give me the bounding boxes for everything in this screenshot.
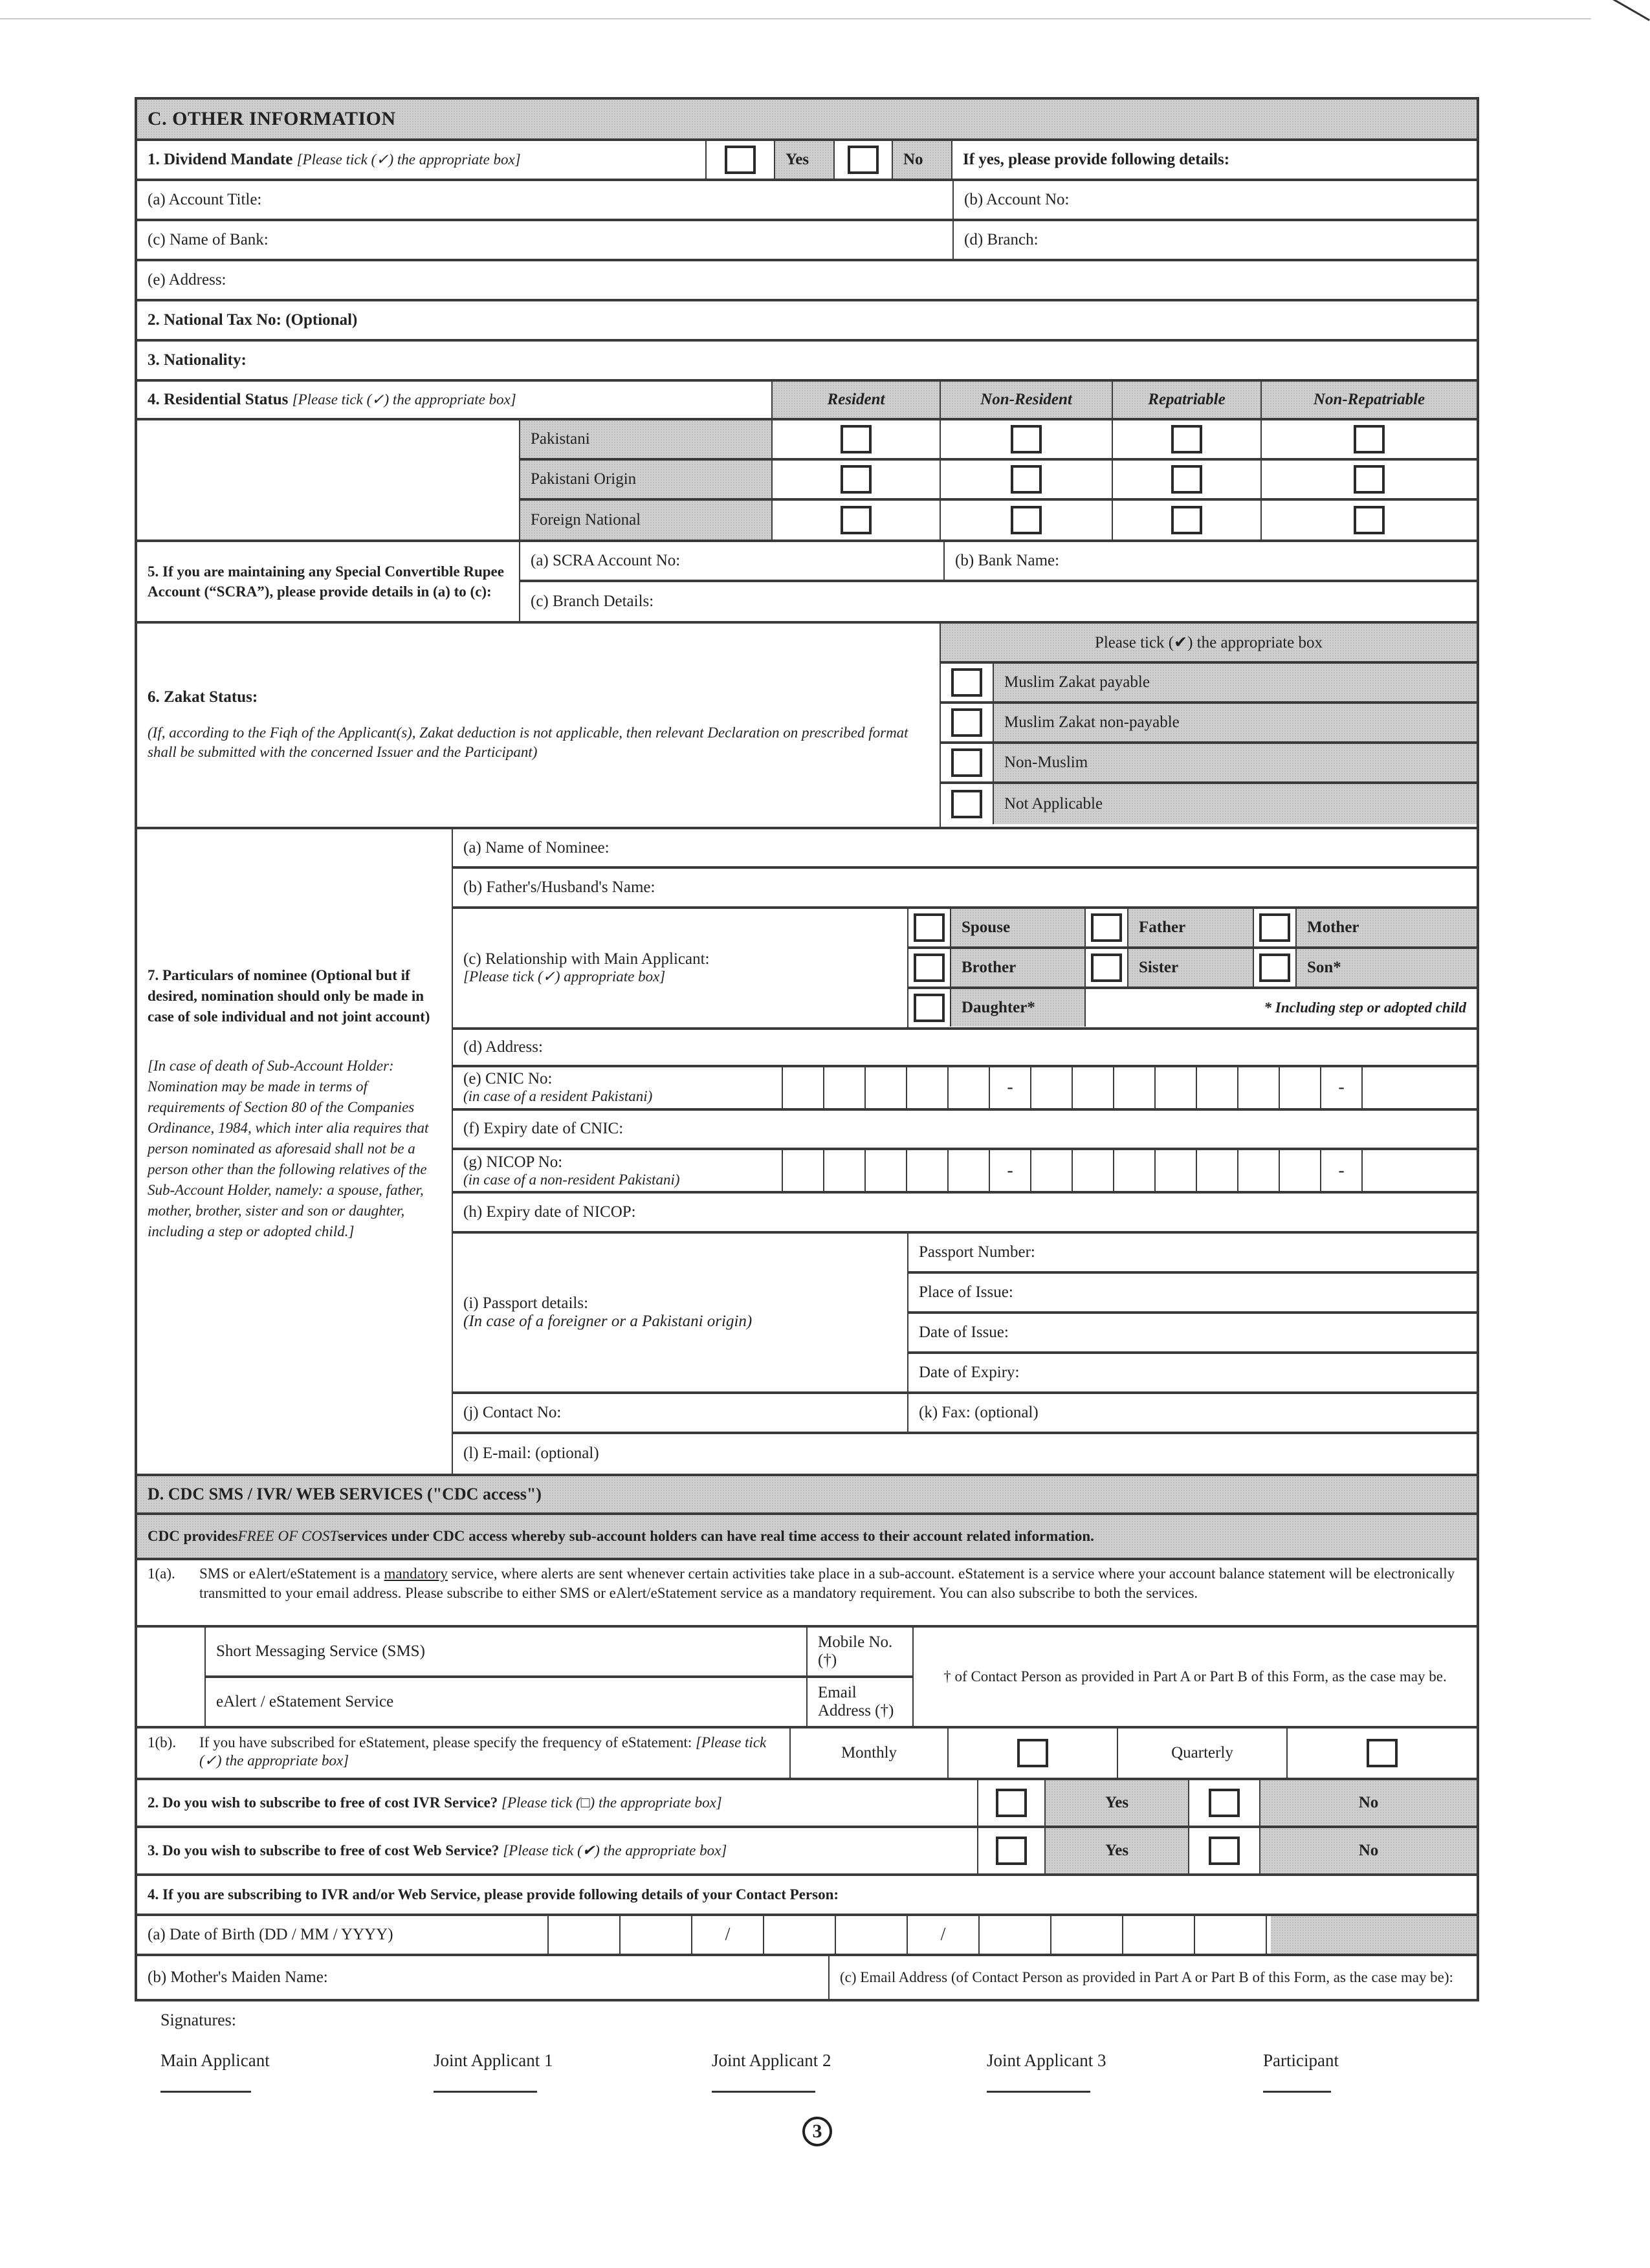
residential-checkbox[interactable]	[1171, 506, 1202, 534]
relationship-options-row	[908, 909, 1477, 949]
dob-box[interactable]	[764, 1916, 836, 1954]
residential-rows	[520, 420, 1477, 540]
zakat-box-cell	[941, 744, 994, 781]
dividend-no-checkbox[interactable]	[848, 146, 879, 174]
signature-line[interactable]	[712, 2091, 815, 2093]
digit-box[interactable]	[824, 1067, 866, 1108]
residential-status-grid	[137, 420, 1477, 542]
quarterly-box-cell	[1288, 1728, 1477, 1778]
bank-name-row	[137, 221, 1477, 261]
digit-box[interactable]	[907, 1067, 949, 1108]
zakat-options	[941, 624, 1477, 827]
nominee-fields	[453, 829, 1477, 1474]
residential-checkbox[interactable]	[1011, 465, 1042, 494]
relation-label-daughter: Daughter*	[951, 989, 1086, 1027]
service-options	[206, 1628, 914, 1726]
digit-box[interactable]	[1114, 1150, 1156, 1191]
residential-checkbox[interactable]	[1171, 425, 1202, 453]
nicop-hint: (in case of a non-resident Pakistani)	[463, 1171, 680, 1188]
ivr-yes-label: Yes	[1046, 1780, 1189, 1826]
passport-number-field[interactable]: Passport Number:	[919, 1243, 1035, 1261]
ivr-no-label: No	[1260, 1780, 1477, 1826]
dividend-yes-label: Yes	[775, 141, 835, 179]
digit-box[interactable]	[949, 1150, 990, 1191]
digit-box[interactable]: -	[1321, 1150, 1363, 1191]
ivr-question: 2. Do you wish to subscribe to free of cost IVR Service? [Please tick (□) the appropriate box]	[137, 1780, 978, 1826]
digit-box[interactable]	[1280, 1067, 1321, 1108]
account-title-row	[137, 181, 1477, 221]
zakat-tick-header-row	[941, 624, 1477, 664]
cnic-label: (e) CNIC No:	[463, 1070, 553, 1088]
nominee-label-cell	[137, 829, 453, 1474]
ealert-row	[206, 1678, 912, 1726]
residential-row-pakistani	[520, 420, 1477, 461]
passport-date-of-expiry-field[interactable]: Date of Expiry:	[919, 1363, 1020, 1381]
nicop-expiry-field[interactable]: (h) Expiry date of NICOP:	[463, 1203, 636, 1221]
passport-place-of-issue-field[interactable]: Place of Issue:	[919, 1283, 1013, 1301]
passport-label: (i) Passport details:	[463, 1294, 589, 1312]
relation-label-son: Son*	[1297, 949, 1477, 987]
section-d-intro-row	[137, 1515, 1477, 1560]
nominee-contact-row	[453, 1394, 1477, 1434]
signature-line[interactable]	[160, 2091, 251, 2093]
dividend-details-prompt: If yes, please provide following details:	[963, 151, 1230, 168]
nominee-section	[137, 829, 1477, 1476]
nominee-legal-note: [In case of death of Sub-Account Holder: Nomination may be made in terms of requirements of Section 80 of the Companies Ordinance, 1984, which inter alia requires that person nominated as aforesaid shall not be a person other than the following relatives of the Sub-Account Holder, namely: a spouse, father, mother, brother, sister and son or daughter, including a step or adopted child.]	[148, 1058, 429, 1239]
ivr-yes-box-cell	[978, 1780, 1046, 1826]
relation-checkbox-spouse[interactable]	[914, 913, 945, 942]
nominee-email-field[interactable]: (l) E-mail: (optional)	[463, 1445, 599, 1463]
zakat-option-label: Not Applicable	[994, 784, 1477, 824]
relation-checkbox-daughter[interactable]	[914, 994, 945, 1022]
sms-ealert-rows	[137, 1628, 1477, 1728]
dividend-mandate-row	[137, 141, 1477, 181]
relation-checkbox-father[interactable]	[1091, 913, 1122, 942]
scra-branch-field[interactable]: (c) Branch Details:	[531, 593, 654, 610]
dob-digit-boxes	[549, 1916, 1271, 1954]
nominee-email-row	[453, 1434, 1477, 1474]
digit-box[interactable]	[1031, 1067, 1073, 1108]
relation-label-sister: Sister	[1128, 949, 1254, 987]
passport-field-row	[908, 1314, 1477, 1354]
signature-line[interactable]	[1263, 2091, 1331, 2093]
residential-cell	[1262, 461, 1477, 498]
residential-row-label: Pakistani	[520, 420, 773, 458]
web-no-box-cell	[1189, 1828, 1260, 1873]
dob-box[interactable]	[980, 1916, 1051, 1954]
signature-joint-applicant-3: Joint Applicant 3	[987, 2051, 1106, 2070]
digit-box[interactable]	[1238, 1067, 1280, 1108]
bank-name-field[interactable]: (c) Name of Bank:	[137, 221, 954, 259]
contact-person-row	[137, 1876, 1477, 1916]
cnic-label-cell	[453, 1067, 783, 1108]
residential-blank-cell	[137, 420, 520, 540]
signature-line[interactable]	[987, 2091, 1090, 2093]
residential-col-repatriable: Repatriable	[1113, 382, 1262, 418]
residential-row-label: Pakistani Origin	[520, 461, 773, 498]
residential-checkbox[interactable]	[1171, 465, 1202, 494]
zakat-option	[941, 664, 1477, 704]
signature-line[interactable]	[434, 2091, 537, 2093]
sms-row	[206, 1628, 912, 1678]
zakat-box-cell	[941, 664, 994, 701]
dividend-address-field[interactable]: (e) Address:	[148, 271, 226, 289]
residential-checkbox[interactable]	[841, 506, 872, 534]
relation-checkbox-brother[interactable]	[914, 954, 945, 982]
zakat-box-cell	[941, 704, 994, 741]
signature-main-applicant: Main Applicant	[160, 2051, 270, 2070]
relationship-hint: [Please tick (✓) appropriate box]	[463, 968, 666, 985]
mothers-maiden-name-field[interactable]: (b) Mother's Maiden Name:	[137, 1956, 830, 1999]
relation-box-cell	[1254, 909, 1297, 946]
web-no-checkbox[interactable]	[1209, 1837, 1240, 1865]
q1a-row	[137, 1560, 1477, 1628]
q1a-text: 1(a). SMS or eAlert/eStatement is a mandatory service, where alerts are sent whenever certain activities take place in a sub-account. eStatement is a service where your account balance statement will be electronically transmitted to your email address. Please subscribe to either SMS or eAlert/eStatement service as a mandatory requirement. You can also subscribe to both the services.	[148, 1565, 1455, 1601]
dividend-no-label: No	[893, 141, 952, 179]
relationship-options	[908, 909, 1477, 1028]
national-tax-no-field[interactable]: 2. National Tax No: (Optional)	[148, 311, 358, 329]
dob-box: /	[908, 1916, 980, 1954]
folded-corner	[1572, 0, 1650, 78]
signature-joint-applicant-2: Joint Applicant 2	[712, 2051, 831, 2070]
nominee-father-row	[453, 869, 1477, 908]
digit-box[interactable]	[1031, 1150, 1073, 1191]
relation-box-cell	[1086, 909, 1128, 946]
cnic-digit-boxes	[783, 1067, 1477, 1108]
relation-label-spouse: Spouse	[951, 909, 1086, 946]
nicop-label-cell	[453, 1150, 783, 1191]
dob-box[interactable]	[621, 1916, 692, 1954]
residential-checkbox[interactable]	[1354, 465, 1385, 494]
nicop-digit-boxes	[783, 1150, 1477, 1191]
contact-no-field[interactable]: (j) Contact No:	[453, 1394, 908, 1431]
digit-box[interactable]: -	[990, 1150, 1031, 1191]
nicop-label: (g) NICOP No:	[463, 1153, 563, 1171]
dagger-note: † of Contact Person as provided in Part A or Part B of this Form, as the case may be.	[943, 1668, 1447, 1685]
nationality-row	[137, 342, 1477, 382]
residential-cell	[941, 501, 1113, 540]
q1b-text: 1(b). If you have subscribed for eStatement, please specify the frequency of eStatement: [Please tick (✓) the appropriate box]	[137, 1728, 791, 1778]
nominee-name-row	[453, 829, 1477, 869]
ivr-yes-checkbox[interactable]	[996, 1789, 1027, 1817]
scra-bank-name-field[interactable]: (b) Bank Name:	[955, 552, 1060, 569]
digit-box[interactable]: -	[1321, 1067, 1363, 1108]
digit-box[interactable]	[1073, 1150, 1114, 1191]
scra-fields	[520, 542, 1477, 621]
q1a-indent-cell	[137, 1628, 206, 1726]
passport-field-row	[908, 1234, 1477, 1274]
quarterly-checkbox[interactable]	[1367, 1739, 1398, 1767]
page-number: 3	[802, 2117, 832, 2146]
zakat-label: 6. Zakat Status:	[148, 688, 258, 706]
zakat-checkbox[interactable]	[951, 790, 982, 818]
nominee-passport-row	[453, 1234, 1477, 1395]
residential-row-pakistani-origin	[520, 461, 1477, 501]
dob-box[interactable]	[836, 1916, 908, 1954]
dividend-no-cell	[835, 141, 893, 179]
web-no-label: No	[1260, 1828, 1477, 1873]
relationship-options-row	[908, 989, 1477, 1027]
account-opening-form-page	[135, 97, 1479, 2001]
scra-row-2	[520, 582, 1477, 621]
fax-field[interactable]: (k) Fax: (optional)	[919, 1404, 1039, 1422]
monthly-checkbox[interactable]	[1017, 1739, 1048, 1767]
passport-field-row	[908, 1274, 1477, 1314]
branch-field[interactable]: (d) Branch:	[964, 231, 1039, 248]
residential-checkbox[interactable]	[1354, 425, 1385, 453]
signature-joint-applicant-1: Joint Applicant 1	[434, 2051, 553, 2070]
dob-box[interactable]	[1123, 1916, 1195, 1954]
address-row	[137, 261, 1477, 301]
zakat-option	[941, 744, 1477, 784]
quarterly-label: Quarterly	[1118, 1728, 1288, 1778]
digit-box[interactable]	[1197, 1150, 1238, 1191]
residential-cell	[1113, 420, 1262, 458]
digit-box[interactable]	[824, 1150, 866, 1191]
nominee-cnic-expiry-row	[453, 1111, 1477, 1150]
residential-cell	[941, 461, 1113, 498]
section-d-title: D. CDC SMS / IVR/ WEB SERVICES ("CDC access")	[148, 1485, 542, 1503]
mobile-no-field[interactable]: Mobile No.(†)	[818, 1633, 893, 1669]
zakat-label-cell	[137, 624, 941, 827]
residential-cell	[773, 461, 941, 498]
residential-row-label: Foreign National	[520, 501, 773, 540]
zakat-option	[941, 704, 1477, 744]
passport-hint: (In case of a foreigner or a Pakistani origin)	[463, 1313, 753, 1330]
contact-email-field[interactable]: (c) Email Address (of Contact Person as provided in Part A or Part B of this Form, as the case may be):	[840, 1969, 1453, 1985]
passport-label-cell	[453, 1234, 908, 1392]
dividend-yes-cell	[707, 141, 775, 179]
residential-checkbox[interactable]	[841, 465, 872, 494]
relation-box-cell	[908, 989, 951, 1027]
zakat-option-label: Muslim Zakat non-payable	[994, 704, 1477, 741]
digit-box[interactable]: -	[990, 1067, 1031, 1108]
residential-col-non-resident: Non-Resident	[941, 382, 1113, 418]
ntn-row	[137, 301, 1477, 342]
nominee-father-husband-field[interactable]: (b) Father's/Husband's Name:	[463, 878, 655, 896]
nominee-label: 7. Particulars of nominee (Optional but if desired, nomination should only be made in case of sole individual and not joint account)	[148, 967, 430, 1025]
relation-box-cell	[908, 949, 951, 987]
digit-box[interactable]	[783, 1150, 824, 1191]
scra-label: 5. If you are maintaining any Special Convertible Rupee Account (“SCRA”), please provide details in (a) to (c):	[137, 542, 520, 621]
page-edge	[0, 18, 1650, 19]
passport-field-row	[908, 1354, 1477, 1391]
nominee-nicop-expiry-row	[453, 1194, 1477, 1233]
dob-box: /	[692, 1916, 764, 1954]
dividend-yes-checkbox[interactable]	[725, 146, 756, 174]
relation-footnote: * Including step or adopted child	[1264, 999, 1466, 1016]
zakat-row	[137, 624, 1477, 829]
digit-box[interactable]	[783, 1067, 824, 1108]
digit-box[interactable]	[1156, 1067, 1197, 1108]
monthly-label: Monthly	[791, 1728, 949, 1778]
digit-box[interactable]	[1238, 1150, 1280, 1191]
nominee-name-field[interactable]: (a) Name of Nominee:	[463, 838, 610, 856]
relationship-label: (c) Relationship with Main Applicant:	[463, 950, 710, 968]
zakat-tick-header: Please tick (✔) the appropriate box	[1094, 634, 1323, 651]
relation-checkbox-mother[interactable]	[1259, 913, 1290, 942]
nominee-nicop-row	[453, 1150, 1477, 1194]
residential-col-non-repatriable: Non-Repatriable	[1262, 382, 1477, 418]
digit-box[interactable]	[866, 1150, 907, 1191]
relation-box-cell	[1254, 949, 1297, 987]
residential-checkbox[interactable]	[1011, 506, 1042, 534]
dob-box[interactable]	[1051, 1916, 1123, 1954]
web-yes-label: Yes	[1046, 1828, 1189, 1873]
section-c-header	[137, 100, 1477, 141]
scra-account-no-field[interactable]: (a) SCRA Account No:	[520, 542, 945, 580]
zakat-option-label: Muslim Zakat payable	[994, 664, 1477, 701]
section-d-header	[137, 1476, 1477, 1515]
passport-fields	[908, 1234, 1477, 1392]
digit-box[interactable]	[1280, 1150, 1321, 1191]
nominee-relationship-row	[453, 909, 1477, 1030]
email-address-field[interactable]: Email Address (†)	[818, 1684, 894, 1719]
residential-cell	[1113, 461, 1262, 498]
digit-box[interactable]	[1363, 1150, 1477, 1191]
zakat-option-label: Non-Muslim	[994, 744, 1477, 781]
residential-status-header-row	[137, 382, 1477, 420]
passport-date-of-issue-field[interactable]: Date of Issue:	[919, 1323, 1009, 1341]
relation-checkbox-son[interactable]	[1259, 954, 1290, 982]
ivr-row	[137, 1780, 1477, 1828]
web-question: 3. Do you wish to subscribe to free of cost Web Service? [Please tick (✔) the appropriate box]	[137, 1828, 978, 1873]
dob-box[interactable]	[1195, 1916, 1267, 1954]
residential-checkbox[interactable]	[841, 425, 872, 453]
relation-box-cell	[908, 909, 951, 946]
residential-col-resident: Resident	[773, 382, 941, 418]
signatures-label: Signatures:	[160, 2011, 236, 2029]
relationship-options-row	[908, 949, 1477, 989]
residential-checkbox[interactable]	[1011, 425, 1042, 453]
web-yes-checkbox[interactable]	[996, 1837, 1027, 1865]
contact-person-prompt: 4. If you are subscribing to IVR and/or Web Service, please provide following details of your Contact Person:	[148, 1886, 839, 1903]
residential-status-label: 4. Residential Status [Please tick (✓) the appropriate box]	[137, 382, 773, 418]
dob-shaded-cell	[1271, 1916, 1477, 1954]
nominee-address-row	[453, 1030, 1477, 1067]
dob-label: (a) Date of Birth (DD / MM / YYYY)	[137, 1916, 549, 1954]
cnic-hint: (in case of a resident Pakistani)	[463, 1088, 653, 1105]
residential-cell	[941, 420, 1113, 458]
q1b-row	[137, 1728, 1477, 1780]
zakat-checkbox[interactable]	[951, 708, 982, 737]
zakat-checkbox[interactable]	[951, 748, 982, 777]
zakat-checkbox[interactable]	[951, 668, 982, 697]
ivr-no-checkbox[interactable]	[1209, 1789, 1240, 1817]
scra-row-1	[520, 542, 1477, 582]
digit-box[interactable]	[866, 1067, 907, 1108]
residential-row-foreign-national	[520, 501, 1477, 540]
digit-box[interactable]	[949, 1067, 990, 1108]
dob-row	[137, 1916, 1477, 1956]
nationality-field[interactable]: 3. Nationality:	[148, 351, 247, 369]
relation-checkbox-sister[interactable]	[1091, 954, 1122, 982]
zakat-option	[941, 784, 1477, 824]
maiden-email-row	[137, 1956, 1477, 1999]
ivr-no-box-cell	[1189, 1780, 1260, 1826]
zakat-note: (If, according to the Fiqh of the Applicant(s), Zakat deduction is not applicable, then relevant Declaration on prescribed format shall be submitted with the concerned Issuer and the Participant)	[148, 725, 908, 760]
dividend-mandate-label: 1. Dividend Mandate [Please tick (✓) the appropriate box]	[137, 141, 707, 179]
residential-cell	[773, 420, 941, 458]
account-no-field[interactable]: (b) Account No:	[964, 191, 1070, 208]
digit-box[interactable]	[1197, 1067, 1238, 1108]
residential-cell	[773, 501, 941, 540]
relation-label-father: Father	[1128, 909, 1254, 946]
nominee-address-field[interactable]: (d) Address:	[463, 1038, 543, 1056]
relation-label-brother: Brother	[951, 949, 1086, 987]
relation-label-mother: Mother	[1297, 909, 1477, 946]
nominee-cnic-row	[453, 1067, 1477, 1111]
residential-cell	[1262, 420, 1477, 458]
ealert-service-label: eAlert / eStatement Service	[206, 1678, 808, 1726]
cnic-expiry-field[interactable]: (f) Expiry date of CNIC:	[463, 1120, 624, 1138]
dob-box[interactable]	[549, 1916, 621, 1954]
residential-cell	[1113, 501, 1262, 540]
web-row	[137, 1828, 1477, 1876]
relation-box-cell	[1086, 949, 1128, 987]
account-title-field[interactable]: (a) Account Title:	[137, 181, 954, 219]
monthly-box-cell	[949, 1728, 1118, 1778]
zakat-box-cell	[941, 784, 994, 824]
section-d-intro: CDC provides FREE OF COST services under CDC access whereby sub-account holders can have real time access to their account related information.	[148, 1528, 1094, 1544]
residential-cell	[1262, 501, 1477, 540]
sms-service-label: Short Messaging Service (SMS)	[206, 1628, 808, 1675]
digit-box[interactable]	[907, 1150, 949, 1191]
scra-row	[137, 542, 1477, 624]
section-c-title: C. OTHER INFORMATION	[148, 108, 396, 129]
digit-box[interactable]	[1073, 1067, 1114, 1108]
signature-participant: Participant	[1263, 2051, 1339, 2070]
relationship-label-cell	[453, 909, 908, 1028]
web-yes-box-cell	[978, 1828, 1046, 1873]
residential-checkbox[interactable]	[1354, 506, 1385, 534]
digit-box[interactable]	[1156, 1150, 1197, 1191]
digit-box[interactable]	[1114, 1067, 1156, 1108]
digit-box[interactable]	[1363, 1067, 1477, 1108]
